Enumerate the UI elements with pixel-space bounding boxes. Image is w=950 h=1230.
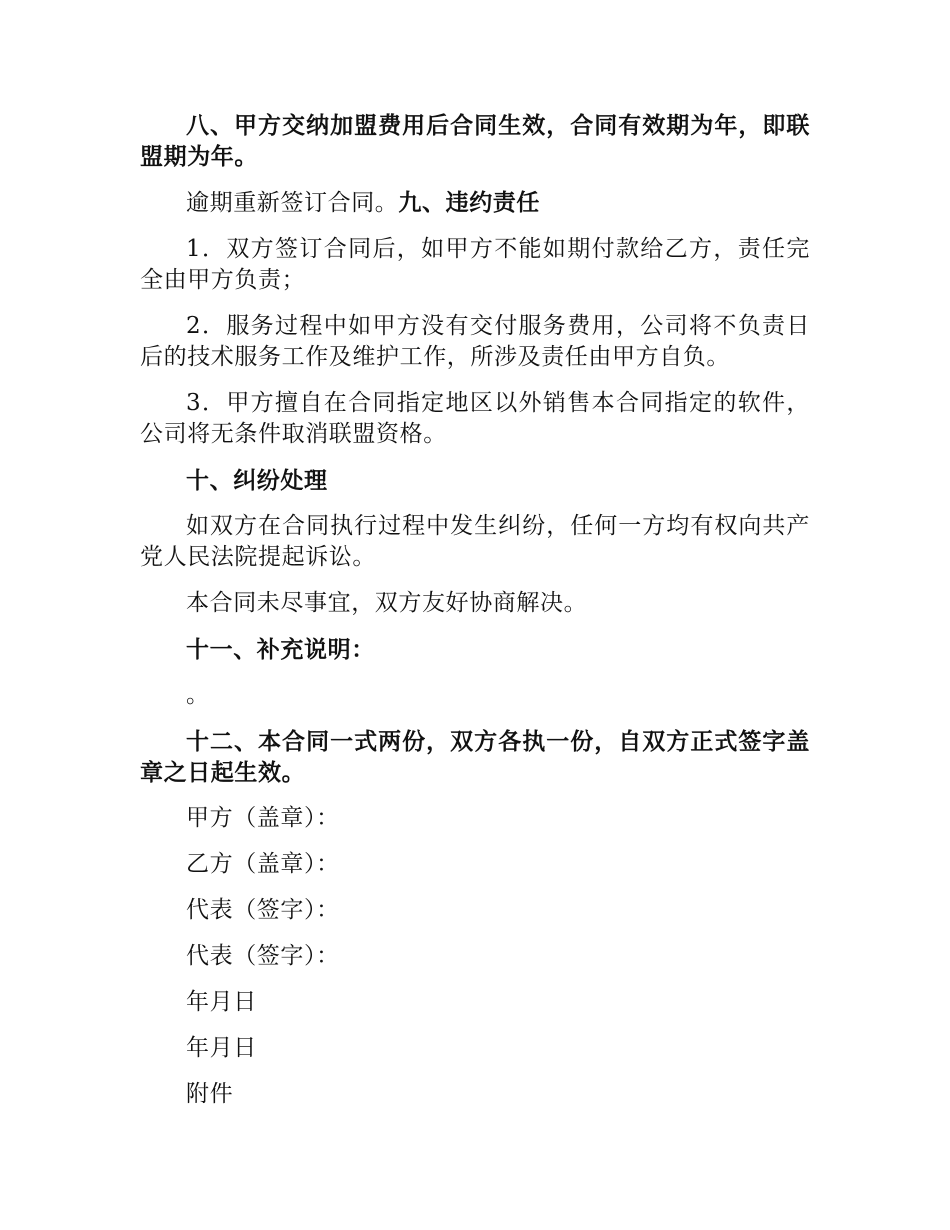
- signing-date-1: 年月日: [186, 989, 257, 1015]
- party-b-seal: 乙方（盖章）：: [186, 851, 340, 877]
- section-11-heading: 十一、补充说明：: [186, 636, 375, 663]
- section-10-text: 如双方在合同执行过程中发生纠纷，任何一方均有权向共产党人民法院提起诉讼。: [140, 513, 810, 570]
- section-8-note-line: [140, 187, 810, 219]
- section-9-item-3: 3．甲方擅自在合同指定地区以外销售本合同指定的软件，公司将无条件取消联盟资格。: [140, 390, 810, 447]
- representative-signature-1: 代表（签字）：: [186, 897, 340, 923]
- attachment-label: 附件: [186, 1081, 234, 1107]
- representative-signature-2: 代表（签字）：: [186, 943, 340, 969]
- document-page: [140, 110, 810, 1125]
- section-8-heading: 八、甲方交纳加盟费用后合同生效，合同有效期为年，即联盟期为年。: [140, 112, 810, 170]
- section-9-item-2: 2．服务过程中如甲方没有交付服务费用，公司将不负责日后的技术服务工作及维护工作，所涉及责任由甲方自负。: [140, 313, 810, 370]
- section-10-note: 本合同未尽事宜，双方友好协商解决。: [186, 590, 588, 616]
- signing-date-2: 年月日: [186, 1035, 257, 1061]
- section-12-heading: 十二、本合同一式两份，双方各执一份，自双方正式签字盖章之日起生效。: [140, 728, 810, 786]
- section-10-heading: 十、纠纷处理: [186, 467, 328, 494]
- party-a-seal: 甲方（盖章）：: [186, 805, 340, 831]
- section-8-note: 逾期重新签订合同。: [186, 190, 399, 216]
- section-11-text: 。: [186, 682, 210, 708]
- section-9-item-1: 1．双方签订合同后，如甲方不能如期付款给乙方，责任完全由甲方负责；: [140, 236, 810, 293]
- section-9-heading: 九、违约责任: [398, 189, 541, 216]
